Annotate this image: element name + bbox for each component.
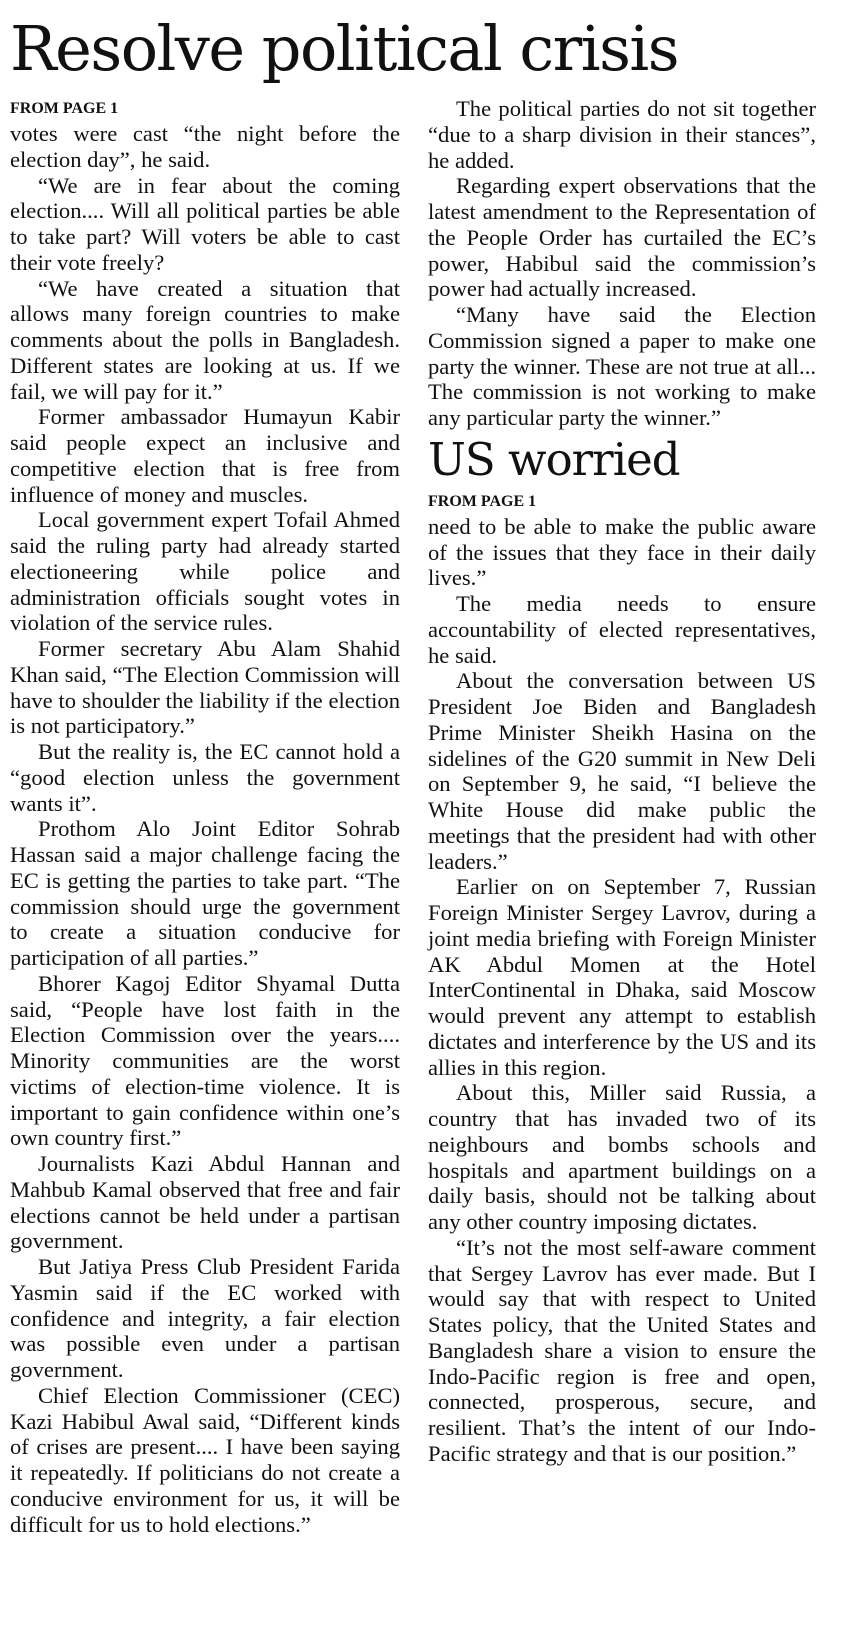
main-story-paragraph: “Many have said the Election Commission signed a paper to make one party the winner. These are not true at all... The commission is not working to make any particular party the winner.” — [428, 302, 816, 430]
second-story-paragraph: need to be able to make the public aware of the issues that they face in their daily lives.” — [428, 513, 816, 591]
main-story-paragraph: Bhorer Kagoj Editor Shyamal Dutta said, “People have lost faith in the Election Commission over the years.... Minority communities are the worst victims of election-time violence. It is important to gain confidence within one’s own country first.” — [10, 970, 400, 1151]
second-story-paragraph: “It’s not the most self-aware comment that Sergey Lavrov has ever made. But I would say that with respect to United States policy, that the United States and Bangladesh share a vision to ensure the Indo-Pacific region is free and open, connected, prosperous, secure, and resilient. That’s the intent of our Indo-Pacific strategy and that is our position.” — [428, 1234, 816, 1466]
main-story-paragraph: Regarding expert observations that the latest amendment to the Representation of the People Order has curtailed the EC’s power, Habibul said the commission’s power had actually increased. — [428, 173, 816, 302]
right-column — [428, 96, 816, 1467]
main-story-paragraph: Chief Election Commissioner (CEC) Kazi Habibul Awal said, “Different kinds of crises are present.... I have been saying it repeatedly. If politicians do not create a conducive environment for us, it will be difficult for us to hold elections.” — [10, 1382, 400, 1537]
main-story-paragraph: Local government expert Tofail Ahmed said the ruling party had already started electioneering while police and administration officials sought votes in violation of the service rules. — [10, 507, 400, 636]
main-story-paragraph: votes were cast “the night before the election day”, he said. — [10, 121, 400, 172]
main-story-paragraph: The political parties do not sit together “due to a sharp division in their stances”, he added. — [428, 96, 816, 173]
left-column — [10, 96, 400, 1537]
second-story-paragraph: Earlier on on September 7, Russian Foreign Minister Sergey Lavrov, during a joint media briefing with Foreign Minister AK Abdul Momen at the Hotel InterContinental in Dhaka, said Moscow would prevent any attempt to establish dictates and interference by the US and its allies in this region. — [428, 874, 816, 1080]
second-story-kicker: FROM PAGE 1 — [428, 492, 537, 510]
main-story-paragraph: “We have created a situation that allows many foreign countries to make comments about the polls in Bangladesh. Different states are looking at us. If we fail, we will pay for it.” — [10, 275, 400, 404]
main-story-paragraph: Journalists Kazi Abdul Hannan and Mahbub Kamal observed that free and fair elections cannot be held under a partisan government. — [10, 1151, 400, 1254]
main-story-paragraph: But Jatiya Press Club President Farida Yasmin said if the EC worked with confidence and integrity, a fair election was possible even under a partisan government. — [10, 1254, 400, 1382]
main-story-paragraph: Former ambassador Humayun Kabir said people expect an inclusive and competitive election that is free from influence of money and muscles. — [10, 404, 400, 507]
main-story-paragraph: “We are in fear about the coming election.... Will all political parties be able to take part? Will voters be able to cast their vote freely? — [10, 172, 400, 275]
main-story-paragraph: Former secretary Abu Alam Shahid Khan said, “The Election Commission will have to shoulder the liability if the election is not participatory.” — [10, 636, 400, 739]
main-headline: Resolve political crisis — [10, 12, 679, 85]
second-story-paragraph: The media needs to ensure accountability of elected representatives, he said. — [428, 591, 816, 668]
main-story-kicker: FROM PAGE 1 — [10, 100, 119, 117]
second-story-paragraph: About this, Miller said Russia, a country that has invaded two of its neighbours and bombs schools and hospitals and apartment buildings on a daily basis, should not be talking about any other country imposing dictates. — [428, 1080, 816, 1234]
second-story-paragraph: About the conversation between US President Joe Biden and Bangladesh Prime Minister Sheikh Hasina on the sidelines of the G20 summit in New Deli on September 9, he said, “I believe the White House did make public the meetings that the president had with other leaders.” — [428, 668, 816, 874]
main-story-paragraph: But the reality is, the EC cannot hold a “good election unless the government wants it”. — [10, 739, 400, 816]
second-story-headline: US worried — [428, 432, 680, 486]
main-story-paragraph: Prothom Alo Joint Editor Sohrab Hassan said a major challenge facing the EC is getting the parties to take part. “The commission should urge the government to create a situation conducive for participation of all parties.” — [10, 816, 400, 970]
